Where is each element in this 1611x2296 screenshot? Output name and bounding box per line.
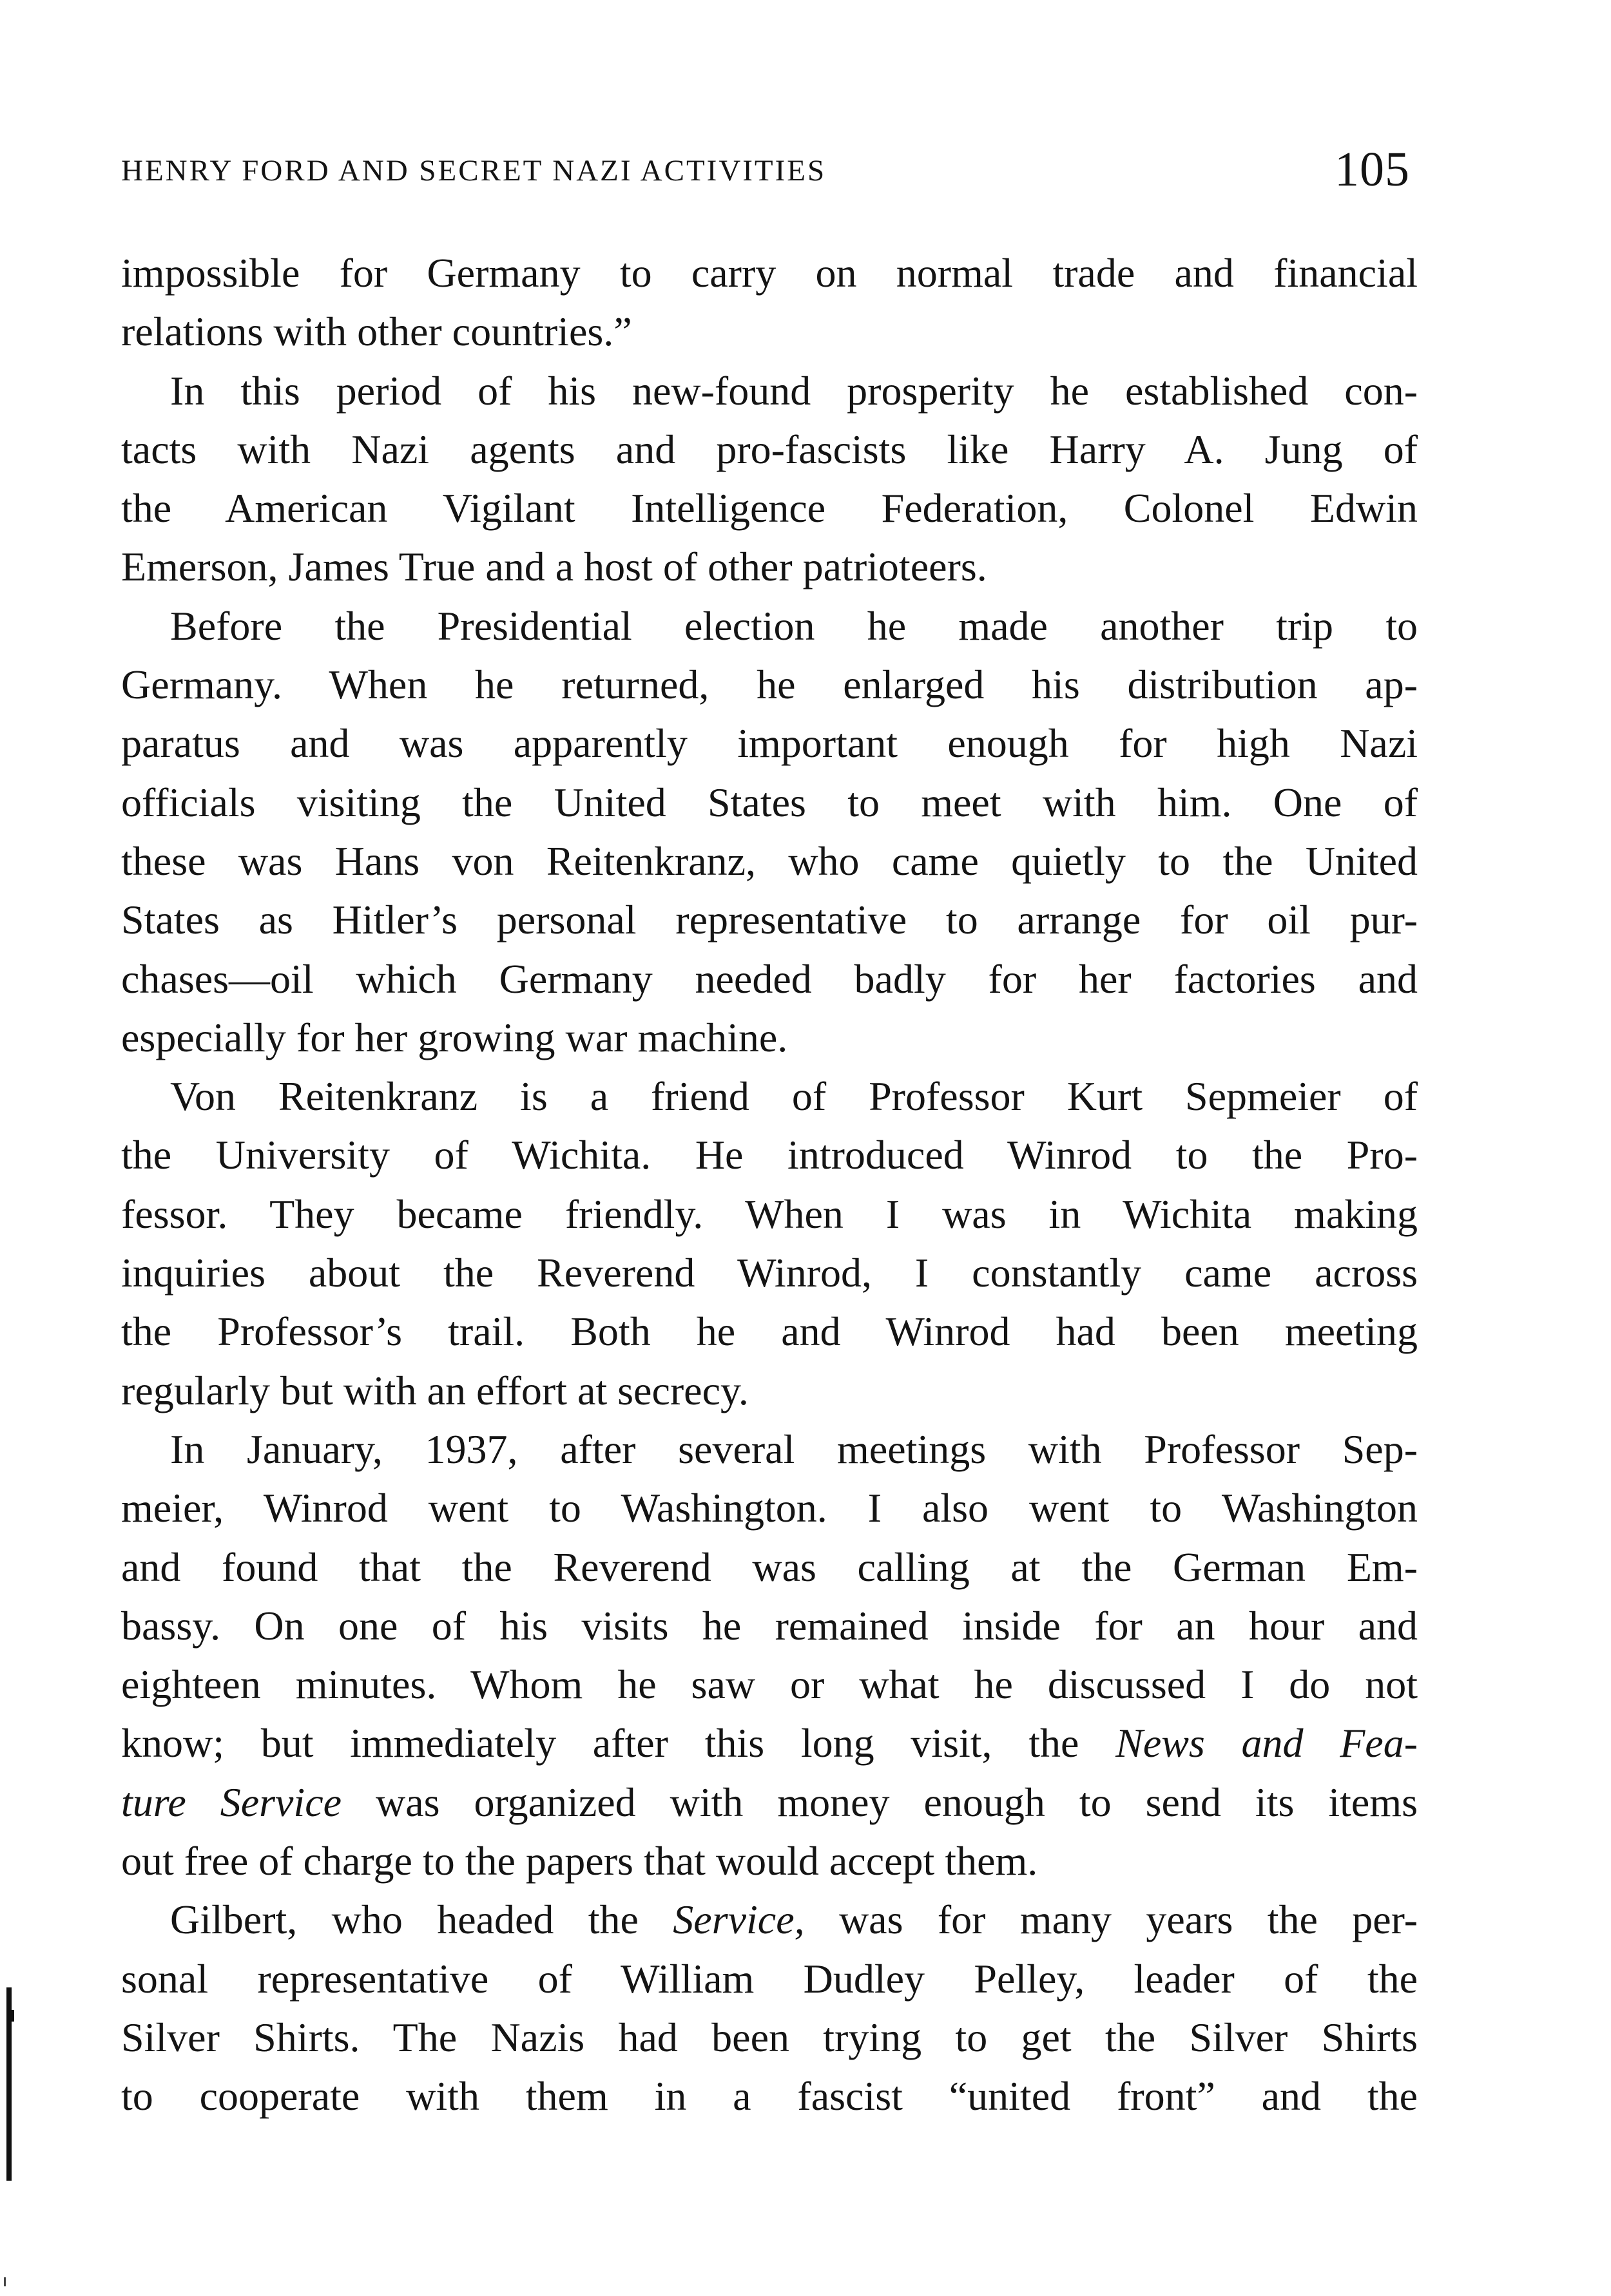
text-line: inquiries about the Reverend Winrod, I constantly came across [121, 1250, 1418, 1296]
italic-title-text: Service, [673, 1897, 805, 1943]
text-line: impossible for Germany to carry on normal trade and financial [121, 250, 1418, 296]
italic-title-text: News and Fea- [1115, 1720, 1418, 1766]
text-line: to cooperate with them in a fascist “united front” and the [121, 2073, 1418, 2119]
text-line: relations with other countries.” [121, 309, 632, 355]
text-line: these was Hans von Reitenkranz, who came quietly to the United [121, 837, 1418, 884]
text-line: Von Reitenkranz is a friend of Professor Kurt Sepmeier of [170, 1073, 1418, 1120]
text-line: Before the Presidential election he made another trip to [170, 602, 1418, 649]
text-segment: was organized with money enough to send its items [342, 1779, 1418, 1825]
text-line: chases—oil which Germany needed badly for her factories and [121, 955, 1418, 1002]
text-line: the University of Wichita. He introduced Winrod to the Pro- [121, 1132, 1418, 1178]
text-line: and found that the Reverend was calling at the German Em- [121, 1544, 1418, 1590]
text-line: Germany. When he returned, he enlarged his distribution ap- [121, 662, 1418, 708]
running-header [121, 142, 1410, 200]
body-text [121, 244, 1418, 2126]
text-segment: was for many years the per- [804, 1897, 1418, 1943]
text-segment: know; but immediately after this long visit, the [121, 1720, 1116, 1766]
italic-title-text: ture Service [121, 1779, 342, 1825]
text-line: tacts with Nazi agents and pro-fascists like Harry A. Jung of [121, 426, 1418, 472]
text-line: States as Hitler’s personal representative to arrange for oil pur- [121, 897, 1418, 943]
text-line: regularly but with an effort at secrecy. [121, 1367, 749, 1413]
page-number: 105 [1335, 142, 1410, 196]
text-line: paratus and was apparently important enough for high Nazi [121, 720, 1418, 767]
running-head-title: HENRY FORD AND SECRET NAZI ACTIVITIES [121, 154, 827, 187]
text-line: fessor. They became friendly. When I was in Wichita making [121, 1191, 1418, 1237]
scan-margin-notch [10, 2010, 14, 2022]
text-line: out free of charge to the papers that would accept them. [121, 1838, 1038, 1884]
text-line: meier, Winrod went to Washington. I also went to Washington [121, 1485, 1418, 1531]
text-line: In January, 1937, after several meetings with Professor Sep- [170, 1426, 1418, 1472]
text-line-with-italic [121, 1773, 1418, 1832]
text-line: the Professor’s trail. Both he and Winrod had been meeting [121, 1308, 1418, 1355]
text-line-with-italic [121, 1714, 1418, 1772]
text-line: In this period of his new-found prosperity he established con- [170, 367, 1418, 414]
text-line: sonal representative of William Dudley Pelley, leader of the [121, 1955, 1418, 2002]
text-line: bassy. On one of his visits he remained inside for an hour and [121, 1602, 1418, 1649]
text-segment: Gilbert, who headed the [170, 1897, 673, 1943]
text-line: especially for her growing war machine. [121, 1014, 788, 1060]
text-line-with-italic [121, 1890, 1418, 1949]
text-line: officials visiting the United States to meet with him. One of [121, 779, 1418, 825]
text-line: the American Vigilant Intelligence Federation, Colonel Edwin [121, 485, 1418, 531]
text-line: eighteen minutes. Whom he saw or what he discussed I do not [121, 1661, 1418, 1708]
scan-edge-mark [4, 2277, 6, 2286]
text-line: Silver Shirts. The Nazis had been trying to get the Silver Shirts [121, 2014, 1418, 2060]
text-line: Emerson, James True and a host of other patrioteers. [121, 544, 987, 590]
